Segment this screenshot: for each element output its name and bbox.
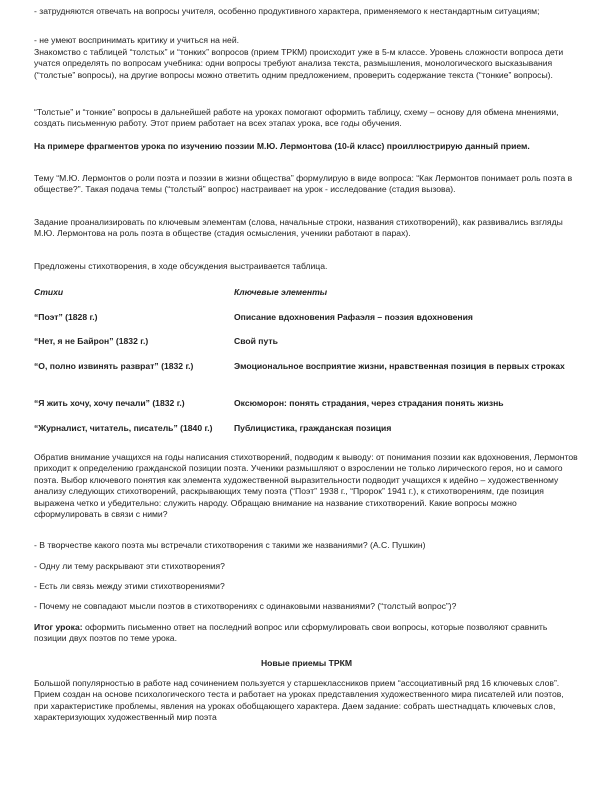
paragraph-task: Задание проанализировать по ключевым элементам (слова, начальные строки, названия стихотворений), как развивались взгляды М.Ю. Лермонтова на роль поэта в обществе (стадия осмысления, ученики работают в парах). (34, 217, 563, 239)
paragraph-associative-series: Большой популярностью в работе над сочинением пользуется у старшеклассников прием “ассоциативный ряд 16 ключевых слов”. Прием создан на основе психологического теста и работает на уроках представления художественного мира писателей или поэтов, при характеристике проблемы, явления на уроках обобщающего характера. Даем задание: собрать шестнадцать ключевых слов, характеризующих художественный мир поэта (34, 678, 564, 723)
table-cell-poem: “Журналист, читатель, писатель” (1840 г.) (34, 423, 213, 433)
paragraph-difficulty-2: - не умеют воспринимать критику и учиться на ней. (34, 35, 240, 45)
table-cell-poem: “Нет, я не Байрон” (1832 г.) (34, 336, 149, 346)
paragraph-conclusion: Обратив внимание учащихся на годы написания стихотворений, подводим к выводу: от понимания поэзии как вдохновения, Лермонтов приходит к определению гражданской позиции поэта. Ученики размышляют о взрослении не только лирического героя, но и самого поэта. Выбор ключевого понятия как элемента художественной выразительности подводит учащихся к идейно – художественному анализу следующих стихотворений, раскрывающих тему поэта (“Поэт” 1938 г., “Пророк” 1941 г.), к стихотворениям, где позиция выражена четко и убедительно: служить народу. Обращаю внимание на название стихотворений. Какие вопросы можно сформулировать в связи с ними? (34, 452, 578, 520)
table-cell-element: Эмоциональное восприятие жизни, нравственная позиция в первых строках (234, 361, 565, 371)
table-header-poems: Стихи (34, 287, 64, 297)
table-cell-element: Описание вдохновения Рафаэля – поэзия вдохновения (234, 312, 473, 322)
paragraph-table-intro: Предложены стихотворения, в ходе обсуждения выстраивается таблица. (34, 261, 328, 271)
question-item: - Почему не совпадают мысли поэтов в стихотворениях с одинаковыми названиями? (“толстый вопрос”)? (34, 601, 457, 611)
table-cell-poem: “Я жить хочу, хочу печали” (1832 г.) (34, 398, 185, 408)
paragraph-questions-table: Знакомство с таблицей “толстых” и “тонких” вопросов (прием ТРКМ) происходит уже в 5-м классе. Уровень сложности вопроса дети учатся определять по вопросам учебника: одни вопросы требуют анализа текста, размышления, монологического высказывания (“толстые” вопросы), на другие вопросы можно ответить одним предложением, проверить содержание текста (“тонкие” вопросы). (34, 47, 564, 80)
section-heading: Новые приемы ТРКМ (260, 658, 353, 668)
paragraph-lesson-result (34, 622, 579, 645)
paragraph-thick-thin: “Толстые” и “тонкие” вопросы в дальнейшей работе на уроках помогают оформить таблицу, схему – основу для обмена мнениями, создать письменную работу. Этот прием работает на всех этапах урока, все годы обучения. (34, 107, 559, 129)
table-cell-element: Оксюморон: понять страдания, через страдания понять жизнь (234, 398, 504, 408)
question-item: - Есть ли связь между этими стихотворениями? (34, 581, 225, 591)
question-item: - В творчестве какого поэта мы встречали стихотворения с такими же названиями? (А.С. Пушкин) (34, 540, 426, 550)
paragraph-difficulty-1: - затрудняются отвечать на вопросы учителя, особенно продуктивного характера, применяемого к нестандартным ситуациям; (34, 6, 540, 16)
table-header-key-elements: Ключевые элементы (234, 287, 328, 297)
question-item: - Одну ли тему раскрывают эти стихотворения? (34, 561, 225, 571)
table-cell-poem: “О, полно извинять разврат” (1832 г.) (34, 361, 194, 371)
table-cell-element: Публицистика, гражданская позиция (234, 423, 392, 433)
table-cell-poem: “Поэт” (1828 г.) (34, 312, 98, 322)
paragraph-topic: Тему “М.Ю. Лермонтов о роли поэта и поэзии в жизни общества” формулирую в виде вопроса: “Как Лермонтов понимает роль поэта в обществе?”. Такая подача темы (“толстый” вопрос) настраивает на урок - исследование (стадия вызова). (34, 173, 573, 195)
lesson-result-label: Итог урока: (34, 622, 83, 632)
table-cell-element: Свой путь (234, 336, 278, 346)
lesson-result-text: оформить письменно ответ на последний вопрос или сформулировать свои вопросы, которые позволяют сравнить позиции двух поэтов по теме урока. (34, 622, 548, 644)
paragraph-example-heading: На примере фрагментов урока по изучению поэзии М.Ю. Лермонтова (10-й класс) проиллюстрирую данный прием. (34, 141, 530, 151)
